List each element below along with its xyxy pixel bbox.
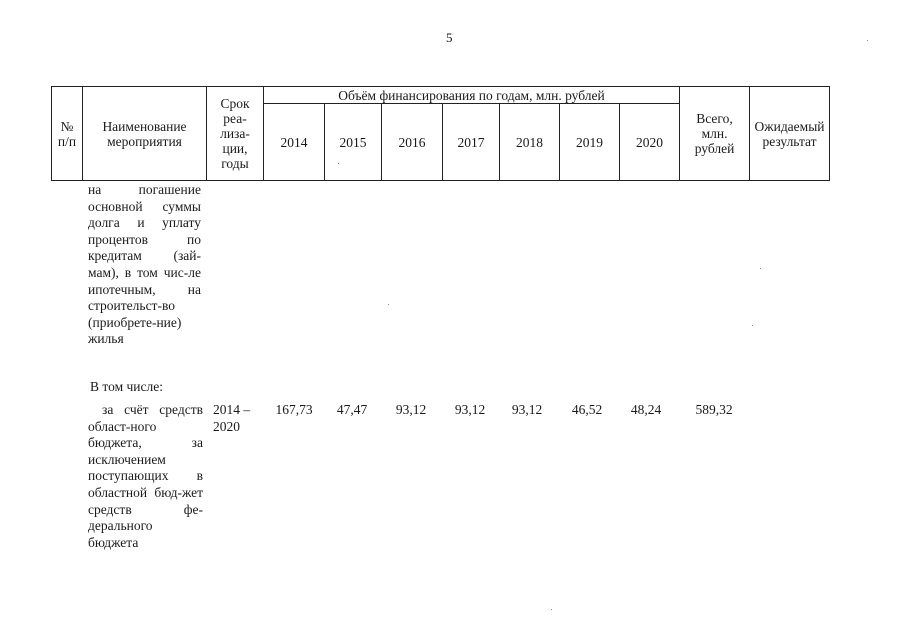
header-funding-group: Объём финансирования по годам, млн. рублей [264,87,680,104]
scan-speck [760,268,761,269]
scan-speck [867,40,868,41]
value-2017: 93,12 [454,402,486,417]
header-year: 2019 [560,104,620,181]
subtotal-label: В том числе: [90,379,163,394]
funding-table-header [51,86,830,181]
header-total: Всего, млн. рублей [680,87,750,181]
value-total: 589,32 [695,402,733,417]
value-2019: 46,52 [571,402,603,417]
header-year: 2014 [264,104,325,181]
value-2016: 93,12 [395,402,427,417]
scan-speck [551,609,552,610]
header-year: 2015 [325,104,382,181]
page-number: 5 [446,30,453,45]
value-2020: 48,24 [630,402,662,417]
value-2018: 93,12 [511,402,543,417]
header-num: № п/п [52,87,83,181]
value-2014: 167,73 [275,402,313,417]
header-name: Наименование мероприятия [83,87,207,181]
value-2015: 47,47 [336,402,368,417]
row-name: за счёт средств област-ного бюджета, за исключением поступающих в областной бюд-жет средств фе-дерального бюджета [88,402,203,550]
header-year: 2016 [382,104,443,181]
header-period: Срок реа-лиза-ции, годы [207,87,264,181]
item-description: на погашение основной суммы долга и уплату процентов по кредитам (зай-мам), в том чис-ле ипотечным, на строительст-во (приобрете-ние) жилья [88,182,201,347]
scan-speck [752,325,753,326]
scan-speck [338,163,339,164]
header-year: 2018 [500,104,560,181]
header-result: Ожидаемый результат [750,87,830,181]
scan-speck [388,304,389,305]
row-period: 2014 – 2020 [213,402,251,434]
header-year: 2020 [620,104,680,181]
header-year: 2017 [443,104,500,181]
